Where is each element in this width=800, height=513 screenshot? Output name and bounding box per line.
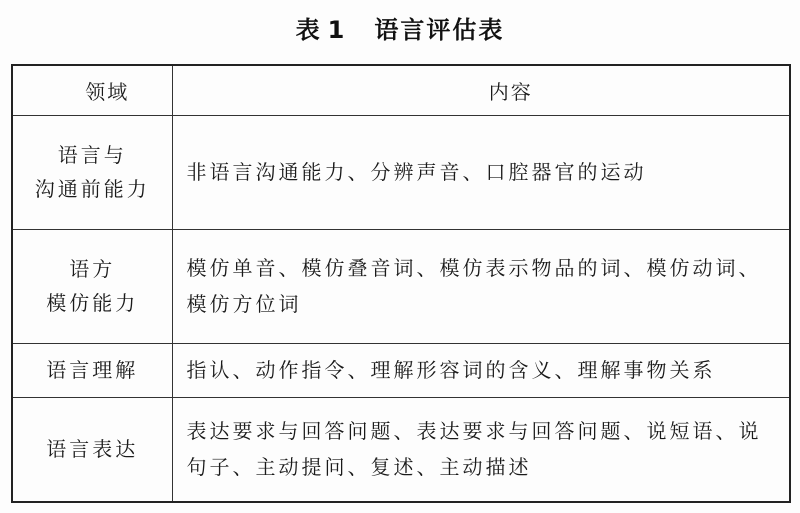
- row-domain-line: 沟通前能力: [34, 177, 150, 201]
- header-content: 内容: [172, 65, 790, 115]
- table-row: [12, 229, 790, 343]
- row-domain-cell: [12, 343, 172, 397]
- row-domain-line: 语方: [69, 257, 116, 281]
- row-domain-cell: [12, 397, 172, 502]
- row-domain-cell: [12, 115, 172, 229]
- table-caption-number: 1: [327, 16, 347, 44]
- language-assessment-table: [11, 64, 791, 503]
- row-domain-line: 语言与: [57, 143, 127, 167]
- row-domain-line: 语言表达: [46, 437, 139, 462]
- row-content-cell: 模仿单音、模仿叠音词、模仿表示物品的词、模仿动词、模仿方位词: [172, 229, 790, 343]
- table-caption-label: 表: [295, 16, 322, 44]
- row-domain-line: 语言理解: [46, 358, 139, 382]
- table-row: [12, 343, 790, 397]
- table-row: [12, 115, 790, 229]
- row-content-cell: 指认、动作指令、理解形容词的含义、理解事物关系: [172, 343, 790, 397]
- table-caption-text: 语言评估表: [374, 16, 505, 44]
- row-domain-cell: [12, 229, 172, 343]
- table-header-row: [12, 65, 790, 115]
- row-domain-line: 模仿能力: [46, 291, 139, 315]
- row-content-cell: 非语言沟通能力、分辨声音、口腔器官的运动: [172, 115, 790, 229]
- header-domain: 领域: [12, 65, 172, 115]
- table-row: [12, 397, 790, 502]
- row-content-cell: 表达要求与回答问题、表达要求与回答问题、说短语、说句子、主动提问、复述、主动描述: [172, 397, 790, 502]
- table-caption: [0, 10, 800, 45]
